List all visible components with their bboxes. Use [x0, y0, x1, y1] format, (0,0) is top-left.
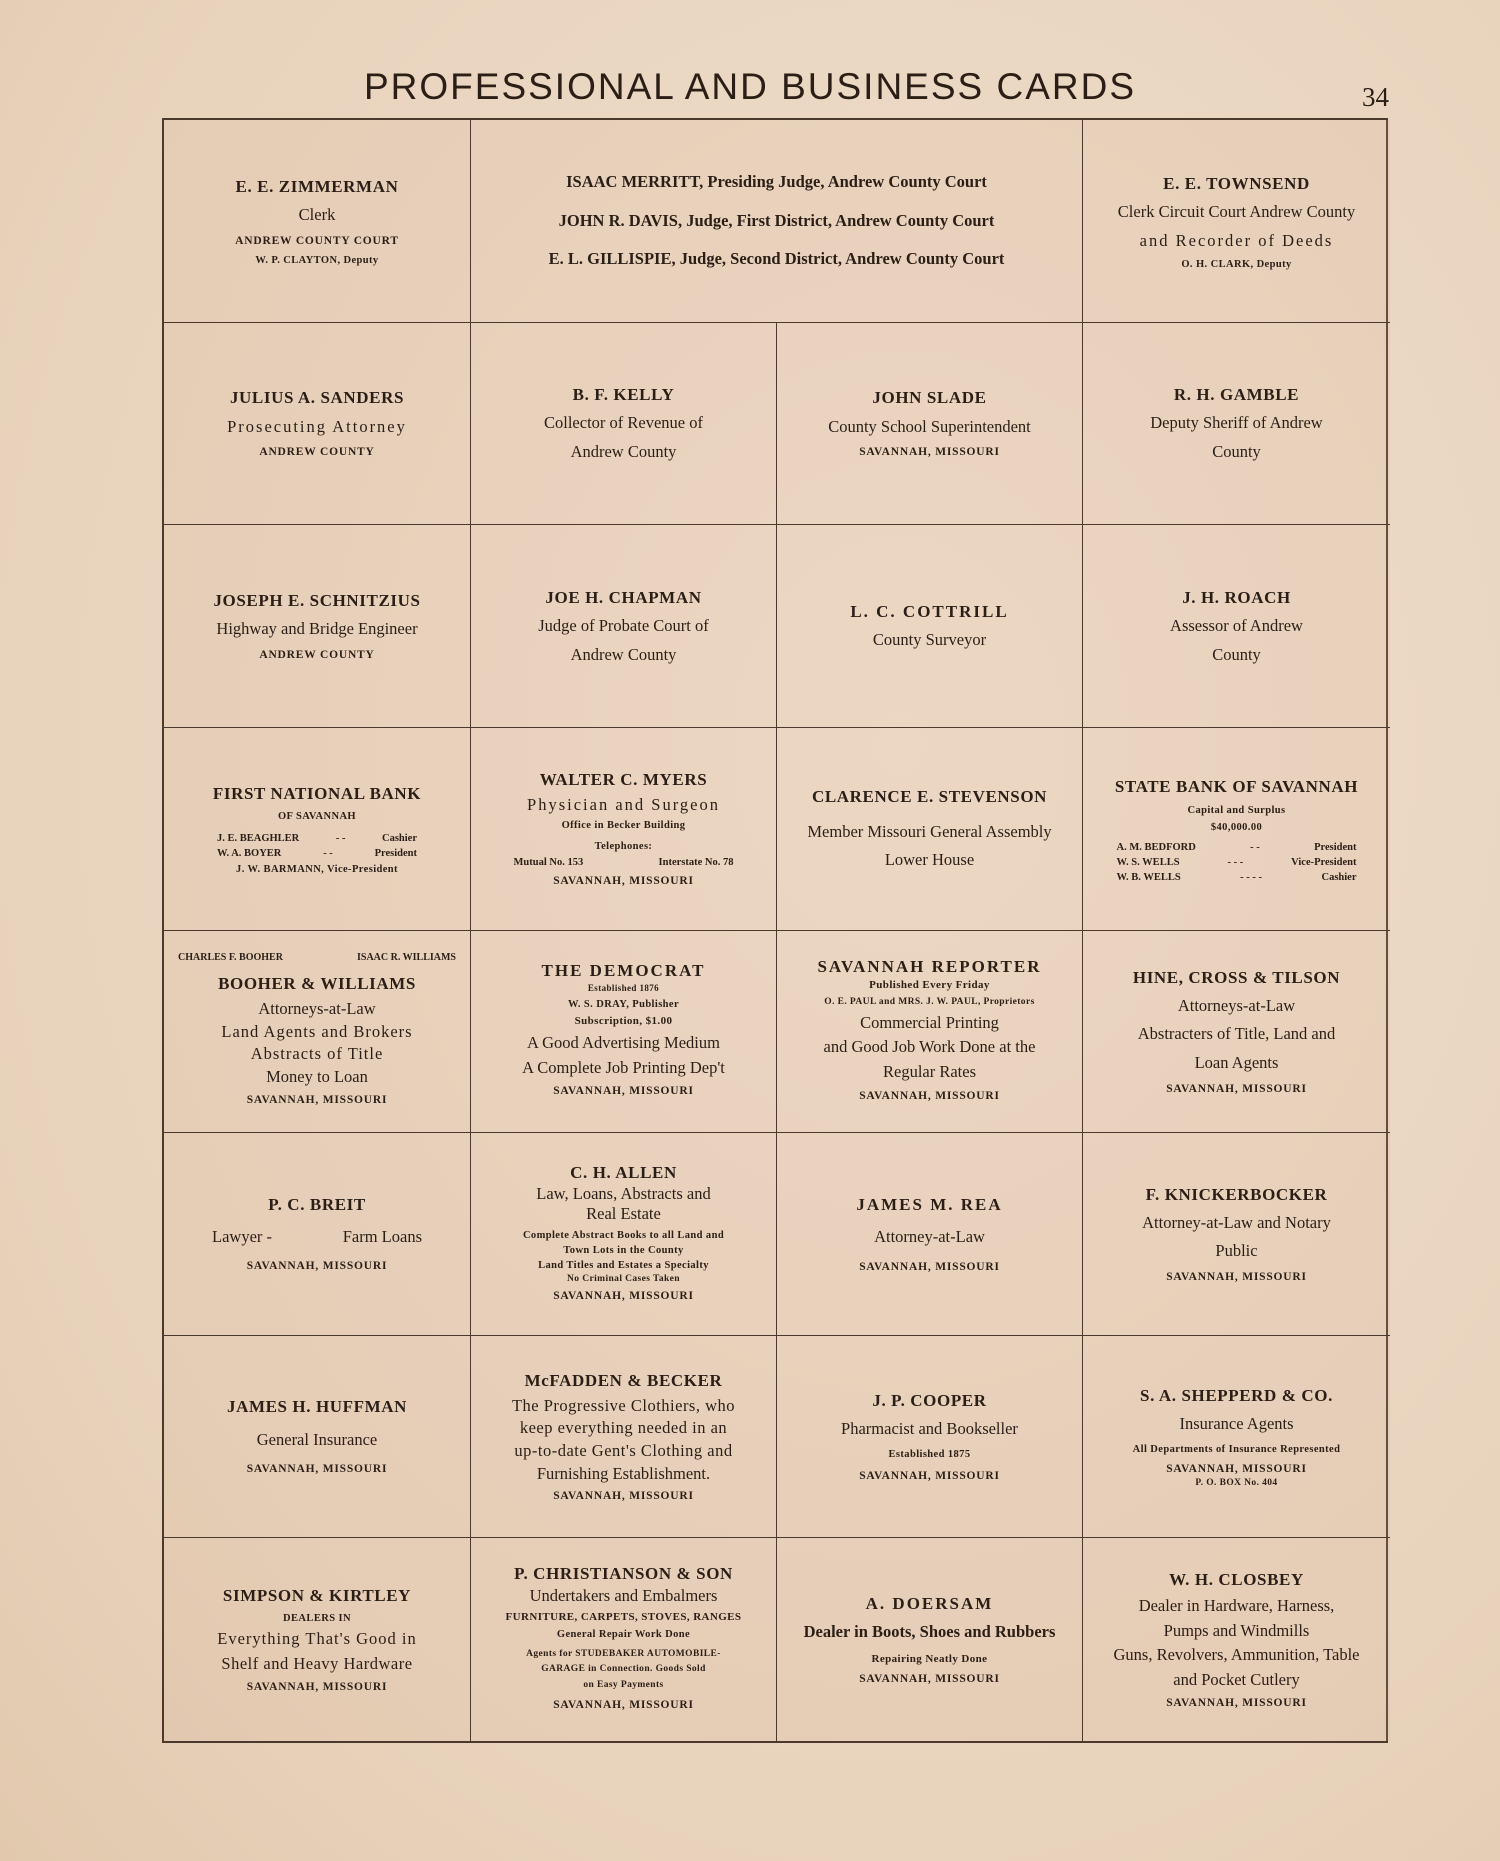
card-name: FIRST NATIONAL BANK	[212, 783, 422, 803]
card-line: SAVANNAH, MISSOURI	[859, 1089, 1000, 1102]
card-line: on Easy Payments	[583, 1680, 664, 1691]
card-name: McFADDEN & BECKER	[524, 1370, 723, 1390]
card-line: Deputy Sheriff of Andrew	[1150, 413, 1323, 433]
card-line: Judge of Probate Court of	[538, 616, 709, 636]
card-name: B. F. KELLY	[572, 385, 675, 405]
card-doersam	[777, 1538, 1083, 1741]
officer-row	[217, 833, 417, 844]
card-line: Highway and Bridge Engineer	[216, 619, 418, 639]
card-name: WALTER C. MYERS	[539, 769, 708, 789]
partner-left: CHARLES F. BOOHER	[178, 951, 283, 963]
card-line: ANDREW COUNTY	[259, 648, 375, 661]
card-sanders	[164, 323, 471, 526]
card-line: Andrew County	[570, 442, 677, 462]
card-line: keep everything needed in an	[519, 1418, 728, 1438]
officer-title: Vice-President	[1291, 856, 1357, 868]
card-line: Attorneys-at-Law	[258, 999, 376, 1018]
card-name: JOHN SLADE	[872, 388, 987, 408]
card-line: ANDREW COUNTY COURT	[235, 235, 399, 247]
card-line: Undertakers and Embalmers	[529, 1586, 718, 1606]
card-line: County	[1212, 442, 1261, 462]
card-line: O. H. CLARK, Deputy	[1181, 258, 1292, 270]
card-shepperd	[1083, 1336, 1390, 1539]
card-line: Repairing Neatly Done	[871, 1652, 988, 1665]
card-roach	[1083, 525, 1390, 728]
officer-row	[217, 848, 417, 859]
card-line: Lower House	[884, 850, 975, 870]
card-line: SAVANNAH, MISSOURI	[1166, 1697, 1307, 1710]
card-line: Established 1875	[888, 1448, 971, 1460]
card-line: OF SAVANNAH	[277, 811, 356, 823]
card-line: County School Superintendent	[828, 416, 1031, 436]
card-closbey	[1083, 1538, 1390, 1741]
officer-row	[1117, 857, 1357, 868]
officer-row	[1117, 842, 1357, 853]
card-huffman	[164, 1336, 471, 1539]
card-line: Attorney-at-Law	[874, 1227, 985, 1247]
breit-farm-loans: Farm Loans	[342, 1227, 422, 1247]
card-schnitzius	[164, 525, 471, 728]
card-name: STATE BANK OF SAVANNAH	[1114, 777, 1359, 797]
officer-name: W. S. WELLS	[1116, 856, 1180, 868]
officer-name: A. M. BEDFORD	[1116, 841, 1196, 853]
card-slade	[777, 323, 1083, 526]
card-line: SAVANNAH, MISSOURI	[859, 1469, 1000, 1482]
phone-row	[514, 857, 734, 868]
card-line: Abstracts of Title	[250, 1044, 384, 1064]
card-line: Land Agents and Brokers	[221, 1021, 413, 1041]
card-state-bank	[1083, 728, 1390, 931]
card-cottrill	[777, 525, 1083, 728]
card-line: GARAGE in Connection. Goods Sold	[541, 1664, 706, 1675]
officer-name: W. B. WELLS	[1116, 871, 1181, 883]
card-line: General Repair Work Done	[556, 1629, 691, 1641]
card-kelly	[471, 323, 777, 526]
card-line: Clerk Circuit Court Andrew County	[1117, 202, 1356, 222]
card-line: O. E. PAUL and MRS. J. W. PAUL, Proprietors	[824, 996, 1035, 1007]
card-booher-williams	[164, 931, 471, 1134]
card-name: JOSEPH E. SCHNITZIUS	[213, 590, 421, 610]
card-line: Dealer in Hardware, Harness,	[1138, 1595, 1335, 1615]
card-breit	[164, 1133, 471, 1336]
card-line: Agents for STUDEBAKER AUTOMOBILE-	[526, 1648, 721, 1659]
card-line: Real Estate	[586, 1204, 661, 1224]
card-line: Furnishing Establishment.	[536, 1463, 711, 1483]
card-line: SAVANNAH, MISSOURI	[246, 1463, 388, 1476]
card-line: Town Lots in the County	[563, 1245, 684, 1256]
card-line: No Criminal Cases Taken	[567, 1274, 680, 1285]
partner-right: ISAAC R. WILLIAMS	[356, 951, 456, 963]
business-cards-grid	[162, 118, 1388, 1743]
officer-name: J. E. BEAGHLER	[217, 833, 300, 845]
card-line: Telephones:	[594, 840, 653, 852]
card-line: Subscription, $1.00	[574, 1015, 673, 1028]
card-line: Regular Rates	[882, 1061, 976, 1081]
card-line: Insurance Agents	[1179, 1414, 1294, 1434]
card-line: up-to-date Gent's Clothing and	[514, 1441, 733, 1460]
card-line: Shelf and Heavy Hardware	[221, 1653, 413, 1673]
partner-names	[178, 952, 456, 963]
card-gamble	[1083, 323, 1390, 526]
card-name: J. H. ROACH	[1182, 587, 1291, 607]
card-name: JAMES H. HUFFMAN	[226, 1397, 408, 1417]
card-line: SAVANNAH, MISSOURI	[553, 1085, 694, 1098]
card-line: Commercial Printing	[860, 1012, 999, 1032]
card-christianson	[471, 1538, 777, 1741]
card-line: SAVANNAH, MISSOURI	[553, 1490, 694, 1503]
card-line: SAVANNAH, MISSOURI	[859, 446, 1000, 459]
card-line: All Departments of Insurance Represented	[1132, 1443, 1341, 1455]
card-name: W. H. CLOSBEY	[1169, 1569, 1304, 1589]
officer-dashes: - -	[335, 833, 346, 845]
card-line: Money to Loan	[266, 1066, 368, 1086]
card-line: Public	[1215, 1241, 1258, 1261]
card-name: CLARENCE E. STEVENSON	[811, 787, 1048, 807]
card-name: P. C. BREIT	[268, 1195, 366, 1215]
card-name: SAVANNAH REPORTER	[817, 956, 1042, 976]
phone-mutual: Mutual No. 153	[513, 857, 584, 869]
card-line: SAVANNAH, MISSOURI	[246, 1681, 388, 1694]
card-line: SAVANNAH, MISSOURI	[1166, 1082, 1307, 1095]
card-name: SIMPSON & KIRTLEY	[222, 1585, 412, 1605]
card-judges	[471, 120, 1083, 323]
card-line: SAVANNAH, MISSOURI	[246, 1093, 388, 1106]
card-chapman	[471, 525, 777, 728]
officer-title: Cashier	[1321, 871, 1357, 883]
card-name: F. KNICKERBOCKER	[1145, 1184, 1328, 1204]
card-line: SAVANNAH, MISSOURI	[553, 1290, 694, 1303]
card-line: Abstracters of Title, Land and	[1137, 1024, 1336, 1044]
card-line: Published Every Friday	[869, 979, 990, 991]
card-line: E. L. GILLISPIE, Judge, Second District, Andrew County Court	[548, 249, 1005, 269]
card-line: and Pocket Cutlery	[1173, 1669, 1300, 1689]
card-simpson-kirtley	[164, 1538, 471, 1741]
officer-name: W. A. BOYER	[217, 848, 282, 860]
officer-row	[1117, 872, 1357, 883]
card-stevenson	[777, 728, 1083, 931]
card-savannah-reporter	[777, 931, 1083, 1134]
card-townsend	[1083, 120, 1390, 323]
card-line: Clerk	[298, 205, 336, 225]
breit-line	[212, 1227, 422, 1247]
card-line: J. W. BARMANN, Vice-President	[236, 864, 398, 876]
card-line: Collector of Revenue of	[544, 413, 703, 433]
card-line: Pumps and Windmills	[1163, 1620, 1310, 1640]
card-line: Loan Agents	[1194, 1053, 1279, 1073]
card-hine-cross-tilson	[1083, 931, 1390, 1134]
page-number: 34	[1362, 82, 1389, 112]
card-name: JOE H. CHAPMAN	[545, 587, 702, 607]
card-line: Guns, Revolvers, Ammunition, Table	[1113, 1645, 1360, 1665]
card-line: Member Missouri General Assembly	[807, 821, 1052, 841]
card-name: JULIUS A. SANDERS	[229, 388, 405, 408]
page-title: PROFESSIONAL AND BUSINESS CARDS	[363, 66, 1137, 107]
card-first-national-bank	[164, 728, 471, 931]
card-line: $40,000.00	[1210, 821, 1263, 833]
card-line: SAVANNAH, MISSOURI	[1166, 1271, 1307, 1283]
card-zimmerman	[164, 120, 471, 323]
card-line: Office in Becker Building	[561, 819, 686, 831]
card-cooper	[777, 1336, 1083, 1539]
card-line: SAVANNAH, MISSOURI	[553, 875, 694, 888]
card-line: and Good Job Work Done at the	[823, 1037, 1036, 1057]
card-line: Everything That's Good in	[217, 1629, 417, 1649]
card-name: THE DEMOCRAT	[541, 960, 706, 980]
card-name: R. H. GAMBLE	[1173, 385, 1300, 405]
card-name: L. C. COTTRILL	[850, 602, 1009, 622]
officer-dashes: - -	[1250, 841, 1260, 853]
card-line: SAVANNAH, MISSOURI	[859, 1673, 1000, 1686]
card-line: ISAAC MERRITT, Presiding Judge, Andrew County Court	[566, 171, 987, 191]
card-line: Land Titles and Estates a Specialty	[538, 1260, 709, 1272]
officer-dashes: - - - -	[1240, 871, 1263, 883]
card-line: DEALERS IN	[283, 1612, 351, 1624]
card-line: Established 1876	[587, 983, 660, 994]
card-line: Law, Loans, Abstracts and	[536, 1183, 711, 1203]
card-line: A Complete Job Printing Dep't	[522, 1057, 725, 1077]
card-name: E. E. ZIMMERMAN	[235, 177, 399, 197]
card-line: The Progressive Clothiers, who	[511, 1395, 736, 1415]
card-name: BOOHER & WILLIAMS	[218, 973, 416, 993]
card-line: W. S. DRAY, Publisher	[567, 999, 680, 1011]
card-name: J. P. COOPER	[872, 1390, 987, 1410]
card-line: Andrew County	[570, 644, 677, 664]
card-rea	[777, 1133, 1083, 1336]
card-line: Assessor of Andrew	[1170, 616, 1303, 636]
card-myers	[471, 728, 777, 931]
card-line: SAVANNAH, MISSOURI	[1166, 1462, 1307, 1475]
card-line: Dealer in Boots, Shoes and Rubbers	[803, 1621, 1056, 1641]
card-name: HINE, CROSS & TILSON	[1132, 967, 1341, 987]
card-democrat	[471, 931, 777, 1134]
card-line: Complete Abstract Books to all Land and	[522, 1229, 725, 1241]
card-line: FURNITURE, CARPETS, STOVES, RANGES	[505, 1610, 742, 1623]
officer-title: President	[374, 848, 417, 860]
card-name: S. A. SHEPPERD & CO.	[1140, 1385, 1333, 1405]
phone-interstate: Interstate No. 78	[658, 857, 734, 869]
card-line: A Good Advertising Medium	[527, 1033, 720, 1053]
card-knickerbocker	[1083, 1133, 1390, 1336]
officer-title: President	[1314, 841, 1357, 853]
card-line: Physician and Surgeon	[527, 795, 720, 815]
card-name: P. CHRISTIANSON & SON	[514, 1563, 733, 1583]
card-line: P. O. BOX No. 404	[1195, 1478, 1278, 1489]
card-line: Pharmacist and Bookseller	[841, 1419, 1018, 1439]
card-line: Prosecuting Attorney	[227, 416, 407, 436]
officer-dashes: - -	[323, 848, 333, 860]
card-name: JAMES M. REA	[856, 1194, 1003, 1214]
card-mcfadden-becker	[471, 1336, 777, 1539]
card-line: County	[1212, 644, 1261, 664]
card-line: General Insurance	[256, 1429, 378, 1449]
card-line: SAVANNAH, MISSOURI	[553, 1699, 694, 1712]
officer-title: Cashier	[382, 833, 417, 845]
card-line: SAVANNAH, MISSOURI	[859, 1260, 1000, 1273]
card-line: Attorneys-at-Law	[1177, 995, 1296, 1015]
officer-dashes: - - -	[1227, 856, 1244, 868]
card-line: W. P. CLAYTON, Deputy	[255, 255, 379, 267]
card-line: County Surveyor	[872, 630, 987, 650]
card-line: SAVANNAH, MISSOURI	[246, 1260, 388, 1273]
card-line: Attorney-at-Law and Notary	[1142, 1212, 1331, 1232]
card-line: JOHN R. DAVIS, Judge, First District, Andrew County Court	[558, 210, 995, 230]
card-line: ANDREW COUNTY	[259, 446, 375, 459]
card-name: C. H. ALLEN	[570, 1163, 677, 1183]
card-allen	[471, 1133, 777, 1336]
card-line: Capital and Surplus	[1187, 804, 1286, 816]
breit-lawyer: Lawyer -	[212, 1227, 273, 1247]
card-name: A. DOERSAM	[865, 1593, 994, 1613]
card-line: and Recorder of Deeds	[1139, 230, 1334, 250]
card-name: E. E. TOWNSEND	[1163, 174, 1310, 193]
